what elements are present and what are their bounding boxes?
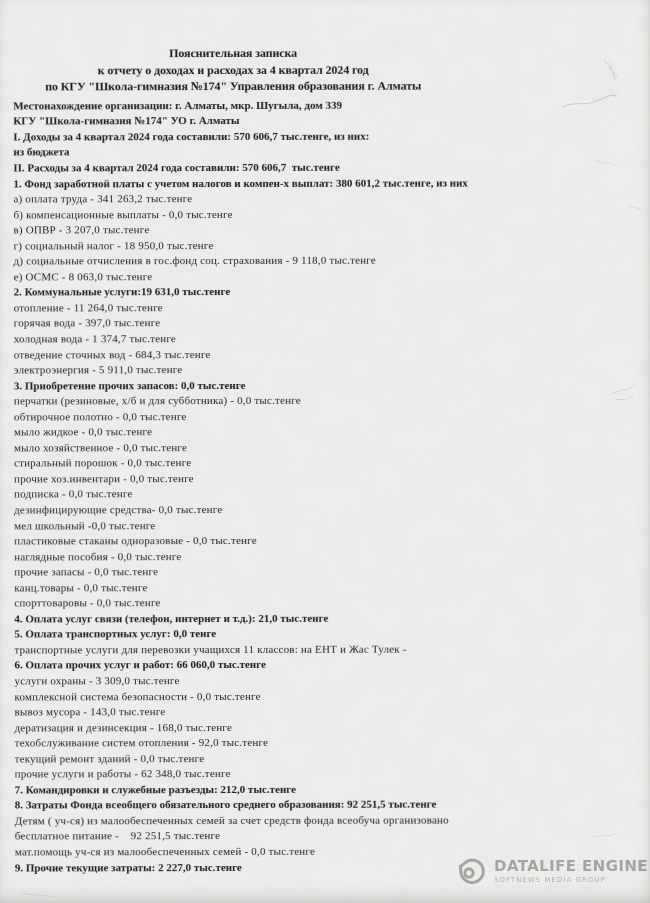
document-line: подписка - 0,0 тыс.тенге: [14, 488, 133, 501]
document-line: мат.помощь уч-ся из малообеспеченных семей - 0,0 тыс.тенге: [14, 845, 316, 859]
document-body: [13, 98, 468, 876]
document-line: 4. Оплата услуг связи (телефон, интернет и т.д.): 21,0 тыс.тенге: [14, 612, 329, 626]
document-line: 6. Оплата прочих услуг и работ: 66 060,0 тыс.тенге: [14, 659, 266, 672]
document-line: наглядные пособия - 0,0 тыс.тенге: [14, 550, 182, 564]
document-line: 1. Фонд заработной платы с учетом налогов и компен-х выплат: 380 601,2 тыс.тенге, из них: [13, 177, 468, 190]
document-line: канц.товары - 0,0 тыс.тенге: [14, 581, 148, 595]
document-line: прочие услуги и работы - 62 348,0 тыс.тенге: [14, 768, 231, 781]
document-line: транспортные услуги для перевозки учащихся 11 классов: на ЕНТ и Жас Тулек -: [14, 643, 407, 657]
document-line: холодная вода - 1 374,7 тыс.тенге: [13, 333, 176, 346]
document-line: пластиковые стаканы одноразовые - 0,0 тыс.тенге: [14, 535, 257, 548]
document-line: дератизация и дезинсекция - 168,0 тыс.тенге: [14, 721, 233, 735]
document-line: 5. Оплата транспортных услуг: 0,0 тенге: [14, 628, 217, 641]
document-line: обтирочное полотно - 0,0 тыс.тенге: [13, 410, 187, 424]
document-title: [13, 45, 453, 96]
document-line: I. Доходы за 4 квартал 2024 года составили: 570 606,7 тыс.тенге, из них:: [13, 130, 370, 144]
document-line: текущий ремонт зданий - 0,0 тыс.тенге: [14, 752, 205, 766]
document-line: горячая вода - 397,0 тыс.тенге: [13, 317, 161, 330]
watermark-brand: DATALIFE ENGINE: [494, 857, 648, 876]
document-line: спорттоваровы - 0,0 тыс.тенге: [14, 597, 161, 610]
document-content: [13, 45, 468, 877]
document-line: г) социальный налог - 18 950,0 тыс.тенге: [13, 239, 214, 253]
document-line: 3. Приобретение прочих запасов: 0,0 тыс.тенге: [13, 379, 246, 393]
document-line: 9. Прочие текущие затраты: 2 227,0 тыс.тенге: [14, 861, 242, 875]
watermark-text: [494, 859, 648, 883]
document-line: Детям ( уч-ся) из малообеспеченных семей за счет средств фонда всеобуча организовано: [14, 814, 449, 828]
document-title-line: к отчету о доходах и расходах за 4 квартал 2024 год: [97, 62, 369, 77]
document-line: стиральный порошок - 0,0 тыс.тенге: [13, 457, 192, 470]
document-line: б) компенсационные выплаты - 0,0 тыс.тенге: [13, 208, 233, 222]
document-line: Местонахождение организации: г. Алматы, мкр. Шугыла, дом 339: [13, 99, 343, 113]
document-line: 8. Затраты Фонда всеобщего обязательного среднего образования: 92 251,5 тыс.тенге: [14, 798, 437, 812]
document-title-line: Пояснительная записка: [169, 45, 298, 61]
document-line: мел школьный -0,0 тыс.тенге: [14, 519, 156, 533]
document-line: комплексной система безопасности - 0,0 тыс.тенге: [14, 690, 261, 704]
document-line: 7. Командировки и служебные разъезды: 212,0 тыс.тенге: [14, 783, 296, 797]
document-line: прочие запасы - 0,0 тыс.тенге: [14, 566, 159, 579]
document-line: отведение сточных вод - 684,3 тыс.тенге: [13, 348, 211, 361]
document-line: дезинфицирующие средства- 0,0 тыс.тенге: [14, 504, 223, 517]
document-line: II. Расходы за 4 квартал 2024 года составили: 570 606,7 тыс.тенге: [13, 161, 340, 175]
document-line: е) ОСМС - 8 063,0 тыс.тенге: [13, 270, 153, 284]
document-line: вывоз мусора - 143,0 тыс.тенге: [14, 706, 166, 719]
document-line: бесплатное питание - 92 251,5 тыс.тенге: [14, 830, 221, 843]
document-line: услуги охраны - 3 309,0 тыс.тенге: [14, 675, 180, 688]
watermark: [456, 856, 648, 887]
document-line: прочие хоз.инвентари - 0,0 тыс.тенге: [14, 472, 194, 486]
document-line: перчатки (резиновые, х/б и для субботника) - 0,0 тыс.тенге: [13, 395, 301, 408]
document-line: 2. Коммунальные услуги:19 631,0 тыс.тенге: [13, 286, 231, 299]
document-line: КГУ "Школа-гимназия №174" УО г. Алматы: [13, 115, 240, 128]
document-line: отопление - 11 264,0 тыс.тенге: [13, 302, 163, 315]
document-line: д) социальные отчисления в гос.фонд соц. страхования - 9 118,0 тыс.тенге: [13, 254, 376, 268]
document-line: мыло жидкое - 0,0 тыс.тенге: [13, 426, 153, 439]
document-line: электроэнергия - 5 911,0 тыс.тенге: [13, 364, 183, 377]
document-title-line: по КГУ "Школа-гимназия №174" Управления образования г. Алматы: [45, 78, 422, 94]
document-line: мыло хозяйственное - 0,0 тыс.тенге: [13, 441, 188, 455]
document-line: а) оплата труда - 341 263,2 тыс.тенге: [13, 193, 193, 206]
document-line: из бюджета: [13, 146, 70, 159]
watermark-subtitle: SOFTNEWS MEDIA GROUP: [494, 875, 606, 884]
document-line: техобслуживание систем отопления - 92,0 тыс.тенге: [14, 737, 269, 750]
document-line: в) ОПВР - 3 207,0 тыс.тенге: [13, 224, 150, 237]
datalife-engine-logo-icon: [456, 856, 487, 887]
